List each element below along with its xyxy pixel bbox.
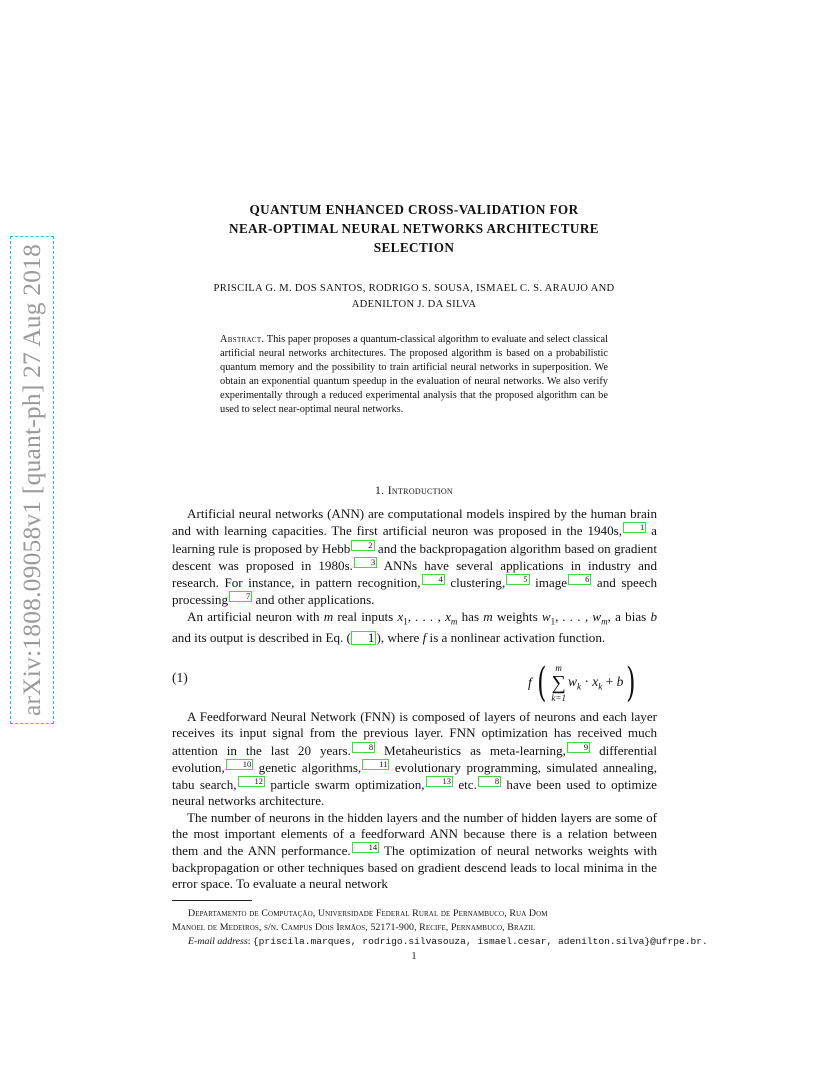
text-run: evolutionary programming, simulated annealing, tabu search, <box>172 759 657 793</box>
math-var: b <box>650 608 657 624</box>
section-heading <box>172 483 656 498</box>
text-run: a learning rule is proposed by Hebb <box>172 523 657 556</box>
text-run: genetic algorithms, <box>253 759 362 775</box>
citation-link[interactable]: 13 <box>426 776 454 787</box>
citation-link[interactable]: 6 <box>568 574 591 585</box>
sum-sign: ∑ <box>551 672 566 694</box>
footnote-rule <box>172 900 252 901</box>
text-run: , a bias <box>607 608 651 624</box>
text-run: real inputs <box>333 608 398 624</box>
math-subscript: 1 <box>550 616 556 627</box>
paragraph <box>172 709 657 810</box>
title-line: NEAR-OPTIMAL NEURAL NETWORKS ARCHITECTURE <box>229 221 599 236</box>
citation-link[interactable]: 4 <box>422 574 445 585</box>
text-run: is a nonlinear activation function. <box>426 629 606 645</box>
math-var: m <box>483 608 493 624</box>
affiliation-line: Manoel de Medeiros, s/n. Campus Dois Irmãos, 52171-900, Recife, Pernambuco, Brazil <box>172 922 536 933</box>
paper-title <box>172 200 656 257</box>
text-run: differential evolution, <box>172 742 657 775</box>
right-paren: ) <box>626 660 636 706</box>
citation-link[interactable]: 12 <box>238 776 266 787</box>
equation-1 <box>172 660 657 706</box>
math-var: , . . . , x <box>407 608 451 624</box>
equation-layout <box>528 660 639 706</box>
math-var: b <box>616 674 624 690</box>
citation-link[interactable]: 3 <box>354 557 377 568</box>
citation-link[interactable]: 7 <box>229 591 252 602</box>
email-line: E-mail address: {priscila.marques, rodrigo.silvasouza, ismael.cesar, adenilton.silva}@ufrpe.br. <box>188 936 708 947</box>
equation-link[interactable]: 1 <box>351 631 377 645</box>
text-run: particle swarm optimization, <box>265 777 425 793</box>
text-run: Metaheuristics as meta-learning, <box>375 742 566 758</box>
email-address: {priscila.marques, rodrigo.silvasouza, ismael.cesar, adenilton.silva}@ufrpe.br. <box>252 936 708 947</box>
author-line: ADENILTON J. DA SILVA <box>351 298 477 310</box>
citation-link[interactable]: 2 <box>351 540 374 551</box>
math-var: w <box>541 608 551 624</box>
page-number: 1 <box>411 951 417 962</box>
math-var: , . . . , w <box>555 608 602 624</box>
citation-link[interactable]: 5 <box>506 574 529 585</box>
text-run: and the backpropagation algorithm based on gradient descent was proposed in 1980s. <box>172 540 657 573</box>
text-run: The number of neurons in the hidden layers and the number of hidden layers are some of the most important elements of a feedforward ANN because there is a relation between them and the ANN performance. <box>172 809 657 859</box>
text-run: ANNs have several applications in industry and research. For instance, in pattern recognition, <box>172 557 657 591</box>
intro-block-top <box>172 506 657 646</box>
math-var: w <box>567 674 577 690</box>
text-run: image <box>529 575 568 591</box>
citation-link[interactable]: 14 <box>352 842 380 853</box>
author-list <box>172 281 656 312</box>
math-operator: + <box>602 674 617 690</box>
math-var: m <box>555 663 562 673</box>
title-line: SELECTION <box>373 240 455 255</box>
intro-block-bottom <box>172 709 657 892</box>
math-subscript: k <box>598 681 603 692</box>
citation-link[interactable]: 8 <box>478 776 501 787</box>
text-run: Artificial neural networks (ANN) are computational models inspired by the human brain and with learning capacities. The first artificial neuron was proposed in the 1940s, <box>172 506 657 539</box>
email-label: E-mail address <box>188 936 248 947</box>
equation-number: (1) <box>172 670 188 685</box>
citation-link[interactable]: 11 <box>362 759 389 770</box>
text-run: clustering, <box>444 575 506 591</box>
abstract <box>220 333 608 418</box>
math-var: f <box>422 629 427 645</box>
math-subscript: k <box>576 681 581 692</box>
math-var: f <box>528 675 532 690</box>
text-run: The optimization of neural networks weights with backpropagation or other techniques based on gradient descend leads to local minima in the error space. To evaluate a neural network <box>172 843 658 891</box>
abstract-text: This paper proposes a quantum-classical algorithm to evaluate and select classical artificial neural networks architectures. The proposed algorithm is based on a probabilistic quantum memory and the possibility to train artificial neural networks in superposition. We obtain an exponential quantum speedup in the evaluation of neural networks. We also verify experimentally through a reduced experimental analysis that the proposed algorithm can be used to select near-optimal neural networks. <box>220 334 608 416</box>
affiliation-footnote <box>172 907 708 949</box>
math-var: m <box>323 608 334 624</box>
sum-lower <box>551 693 566 703</box>
text-run: has <box>457 608 484 624</box>
paragraph <box>172 810 657 892</box>
abstract-label: Abstract. <box>220 334 265 345</box>
citation-link[interactable]: 8 <box>352 742 375 753</box>
math-var: x <box>592 674 599 690</box>
text-run: etc. <box>453 777 477 793</box>
text-run: have been used to optimize neural networks architecture. <box>172 777 657 809</box>
text-run: and other applications. <box>252 592 375 608</box>
section-number: 1. <box>374 483 385 497</box>
left-paren: ( <box>536 660 547 706</box>
text-run: weights <box>492 608 542 624</box>
citation-link[interactable]: 9 <box>567 742 590 753</box>
math-var: k=1 <box>551 693 566 703</box>
title-line: QUANTUM ENHANCED CROSS-VALIDATION FOR <box>249 202 579 217</box>
text-run: and speech processing <box>172 575 657 608</box>
equation-body <box>528 660 639 706</box>
text-run: An artificial neuron with <box>187 608 324 624</box>
section-title: Introduction <box>387 483 453 497</box>
paragraph <box>172 609 657 646</box>
citation-link[interactable]: 1 <box>623 522 646 533</box>
paragraph <box>172 506 657 609</box>
math-var: x <box>397 608 404 624</box>
math-subscript: 1 <box>403 616 408 627</box>
text-run: and its output is described in Eq. ( <box>172 629 351 645</box>
math-subscript: m <box>450 616 458 627</box>
text-run: A Feedforward Neural Network (FNN) is composed of layers of neurons and each layer receives its input signal from the previous layer. FNN optimization has received much attention in the last 20 years. <box>172 709 657 758</box>
math-operator: · <box>580 674 593 690</box>
math-subscript: m <box>601 616 608 627</box>
arxiv-identifier[interactable]: arXiv:1808.09058v1 [quant-ph] 27 Aug 2018 <box>17 243 46 717</box>
text-run: ), where <box>376 629 423 645</box>
author-line: PRISCILA G. M. DOS SANTOS, RODRIGO S. SOUSA, ISMAEL C. S. ARAUJO AND <box>213 283 615 294</box>
citation-link[interactable]: 10 <box>226 759 254 770</box>
affiliation-line: Departamento de Computação, Universidade Federal Rural de Pernambuco, Rua Dom <box>188 908 548 919</box>
